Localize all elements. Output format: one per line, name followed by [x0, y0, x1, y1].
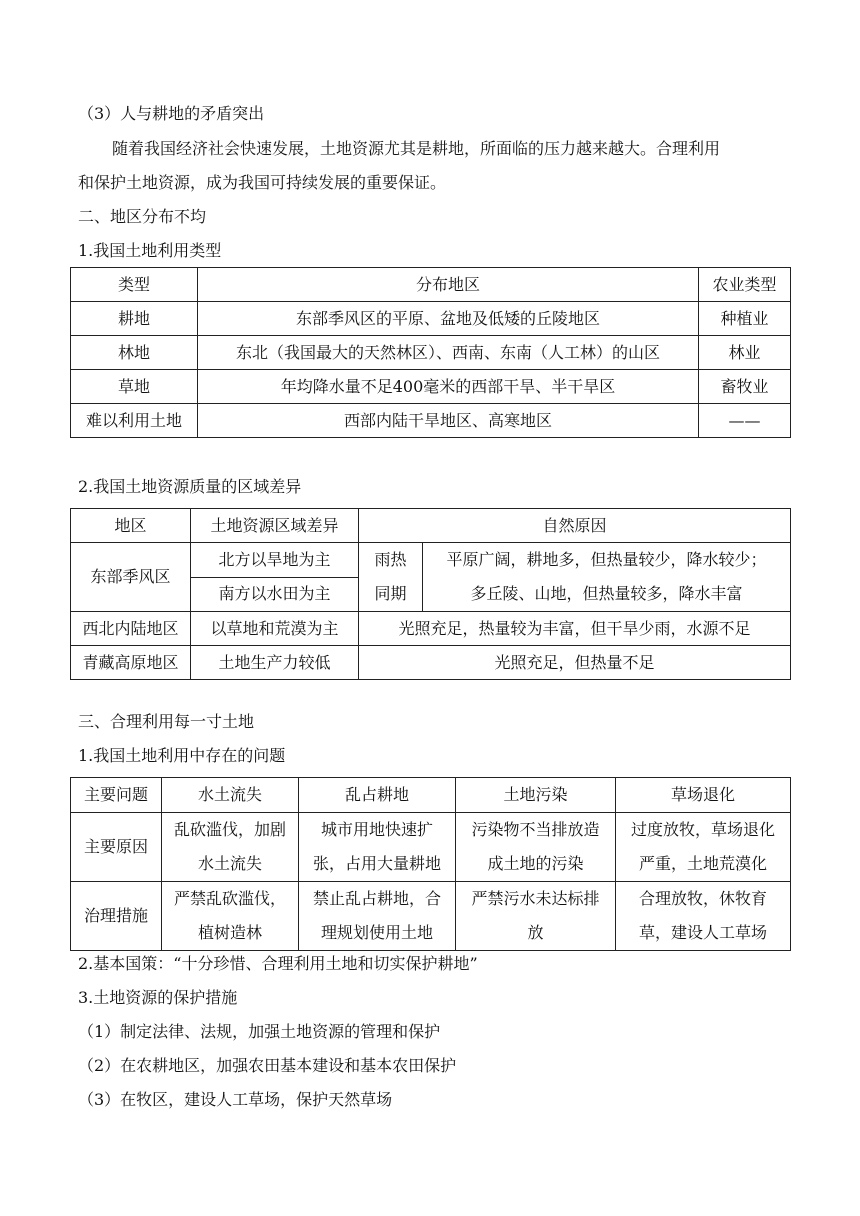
table-cell	[456, 813, 616, 882]
paragraph-line: 和保护土地资源，成为我国可持续发展的重要保证。	[78, 173, 447, 192]
header-cell: 水土流失	[162, 778, 299, 813]
table-row	[71, 612, 791, 646]
header-cell: 乱占耕地	[299, 778, 456, 813]
cell-line: 成土地的污染	[487, 854, 584, 873]
table-cell: 主要原因	[71, 813, 162, 882]
measure-item: （3）在牧区，建设人工草场，保护天然草场	[78, 1090, 393, 1109]
table-cell	[299, 813, 456, 882]
table-cell: 难以利用土地	[71, 404, 198, 438]
table-header-row	[71, 268, 791, 302]
cell-line: 张，占用大量耕地	[312, 854, 441, 873]
table-cell: 东部季风区	[71, 543, 191, 612]
table-cell	[456, 882, 616, 951]
cell-line: 乱砍滥伐，加剧	[173, 820, 286, 839]
cell-line: 合理放牧，休牧育	[638, 889, 767, 908]
cell-line: 雨热	[374, 550, 407, 569]
cell-line: 植树造林	[197, 923, 262, 942]
cell-line: 严禁乱砍滥伐，	[173, 889, 286, 908]
header-cell: 土地污染	[456, 778, 616, 813]
table-row	[71, 370, 791, 404]
table-cell: 林地	[71, 336, 198, 370]
table-header-row	[71, 509, 791, 543]
table-cell: 治理措施	[71, 882, 162, 951]
subsection-heading: 1.我国土地利用类型	[78, 241, 222, 260]
paragraph-line: 随着我国经济社会快速发展，土地资源尤其是耕地，所面临的压力越来越大。合理利用	[112, 139, 721, 158]
table-cell: 北方以旱地为主	[191, 543, 359, 578]
cell-line: 过度放牧，草场退化	[630, 820, 775, 839]
table-row	[71, 336, 791, 370]
land-problems-table	[70, 777, 791, 951]
cell-line: 严禁污水未达标排	[471, 889, 600, 908]
table-cell: 草地	[71, 370, 198, 404]
table-cell: 畜牧业	[699, 370, 791, 404]
cell-line: 多丘陵、山地，但热量较多，降水丰富	[470, 584, 743, 603]
table-cell	[616, 882, 791, 951]
table-row	[71, 404, 791, 438]
table-cell: 东北（我国最大的天然林区）、西南、东南（人工林）的山区	[198, 336, 699, 370]
cell-line: 严重，土地荒漠化	[638, 854, 767, 873]
measure-item: （2）在农耕地区，加强农田基本建设和基本农田保护	[78, 1056, 457, 1075]
header-cell: 土地资源区域差异	[191, 509, 359, 543]
table-cell: 光照充足，热量较为丰富，但干旱少雨，水源不足	[359, 612, 791, 646]
cell-line: 城市用地快速扩	[320, 820, 433, 839]
header-cell: 类型	[71, 268, 198, 302]
table-cell: 光照充足，但热量不足	[359, 646, 791, 680]
policy-line: 2.基本国策：“十分珍惜、合理利用土地和切实保护耕地”	[78, 954, 478, 973]
table-cell	[359, 543, 423, 612]
table-row	[71, 813, 791, 882]
subsection-heading: 1.我国土地利用中存在的问题	[78, 746, 286, 765]
table-cell: 土地生产力较低	[191, 646, 359, 680]
table-cell: 东部季风区的平原、盆地及低矮的丘陵地区	[198, 302, 699, 336]
section-heading: 二、地区分布不均	[78, 207, 207, 226]
table-cell: 西部内陆干旱地区、高寒地区	[198, 404, 699, 438]
header-cell: 主要问题	[71, 778, 162, 813]
header-cell: 分布地区	[198, 268, 699, 302]
header-cell: 农业类型	[699, 268, 791, 302]
table-row	[71, 543, 791, 578]
cell-line: 水土流失	[197, 854, 262, 873]
table-cell: 西北内陆地区	[71, 612, 191, 646]
table-cell: 林业	[699, 336, 791, 370]
cell-line: 理规划使用土地	[320, 923, 433, 942]
section-3-heading: （3）人与耕地的矛盾突出	[78, 104, 265, 123]
table-cell: ——	[699, 404, 791, 438]
table-cell: 青藏高原地区	[71, 646, 191, 680]
table-cell: 年均降水量不足400毫米的西部干旱、半干旱区	[198, 370, 699, 404]
header-cell: 地区	[71, 509, 191, 543]
table-cell: 以草地和荒漠为主	[191, 612, 359, 646]
header-cell: 自然原因	[359, 509, 791, 543]
subsection-heading: 2.我国土地资源质量的区域差异	[78, 477, 302, 496]
table-cell	[423, 543, 791, 612]
cell-line: 草，建设人工草场	[638, 923, 767, 942]
measure-item: （1）制定法律、法规，加强土地资源的管理和保护	[78, 1022, 441, 1041]
table-header-row	[71, 778, 791, 813]
cell-line: 同期	[374, 584, 407, 603]
table-row	[71, 302, 791, 336]
table-cell	[162, 882, 299, 951]
table-cell: 耕地	[71, 302, 198, 336]
land-quality-table	[70, 508, 791, 680]
cell-line: 禁止乱占耕地，合	[312, 889, 441, 908]
subsection-heading: 3.土地资源的保护措施	[78, 988, 238, 1007]
table-cell	[162, 813, 299, 882]
cell-line: 放	[527, 923, 544, 942]
table-cell: 南方以水田为主	[191, 577, 359, 612]
table-cell	[616, 813, 791, 882]
cell-line: 平原广阔，耕地多，但热量较少，降水较少；	[446, 550, 767, 569]
cell-line: 污染物不当排放造	[471, 820, 600, 839]
table-cell: 种植业	[699, 302, 791, 336]
table-row	[71, 646, 791, 680]
header-cell: 草场退化	[616, 778, 791, 813]
land-use-type-table	[70, 267, 791, 438]
table-cell	[299, 882, 456, 951]
table-row	[71, 882, 791, 951]
section-heading: 三、合理利用每一寸土地	[78, 712, 255, 731]
